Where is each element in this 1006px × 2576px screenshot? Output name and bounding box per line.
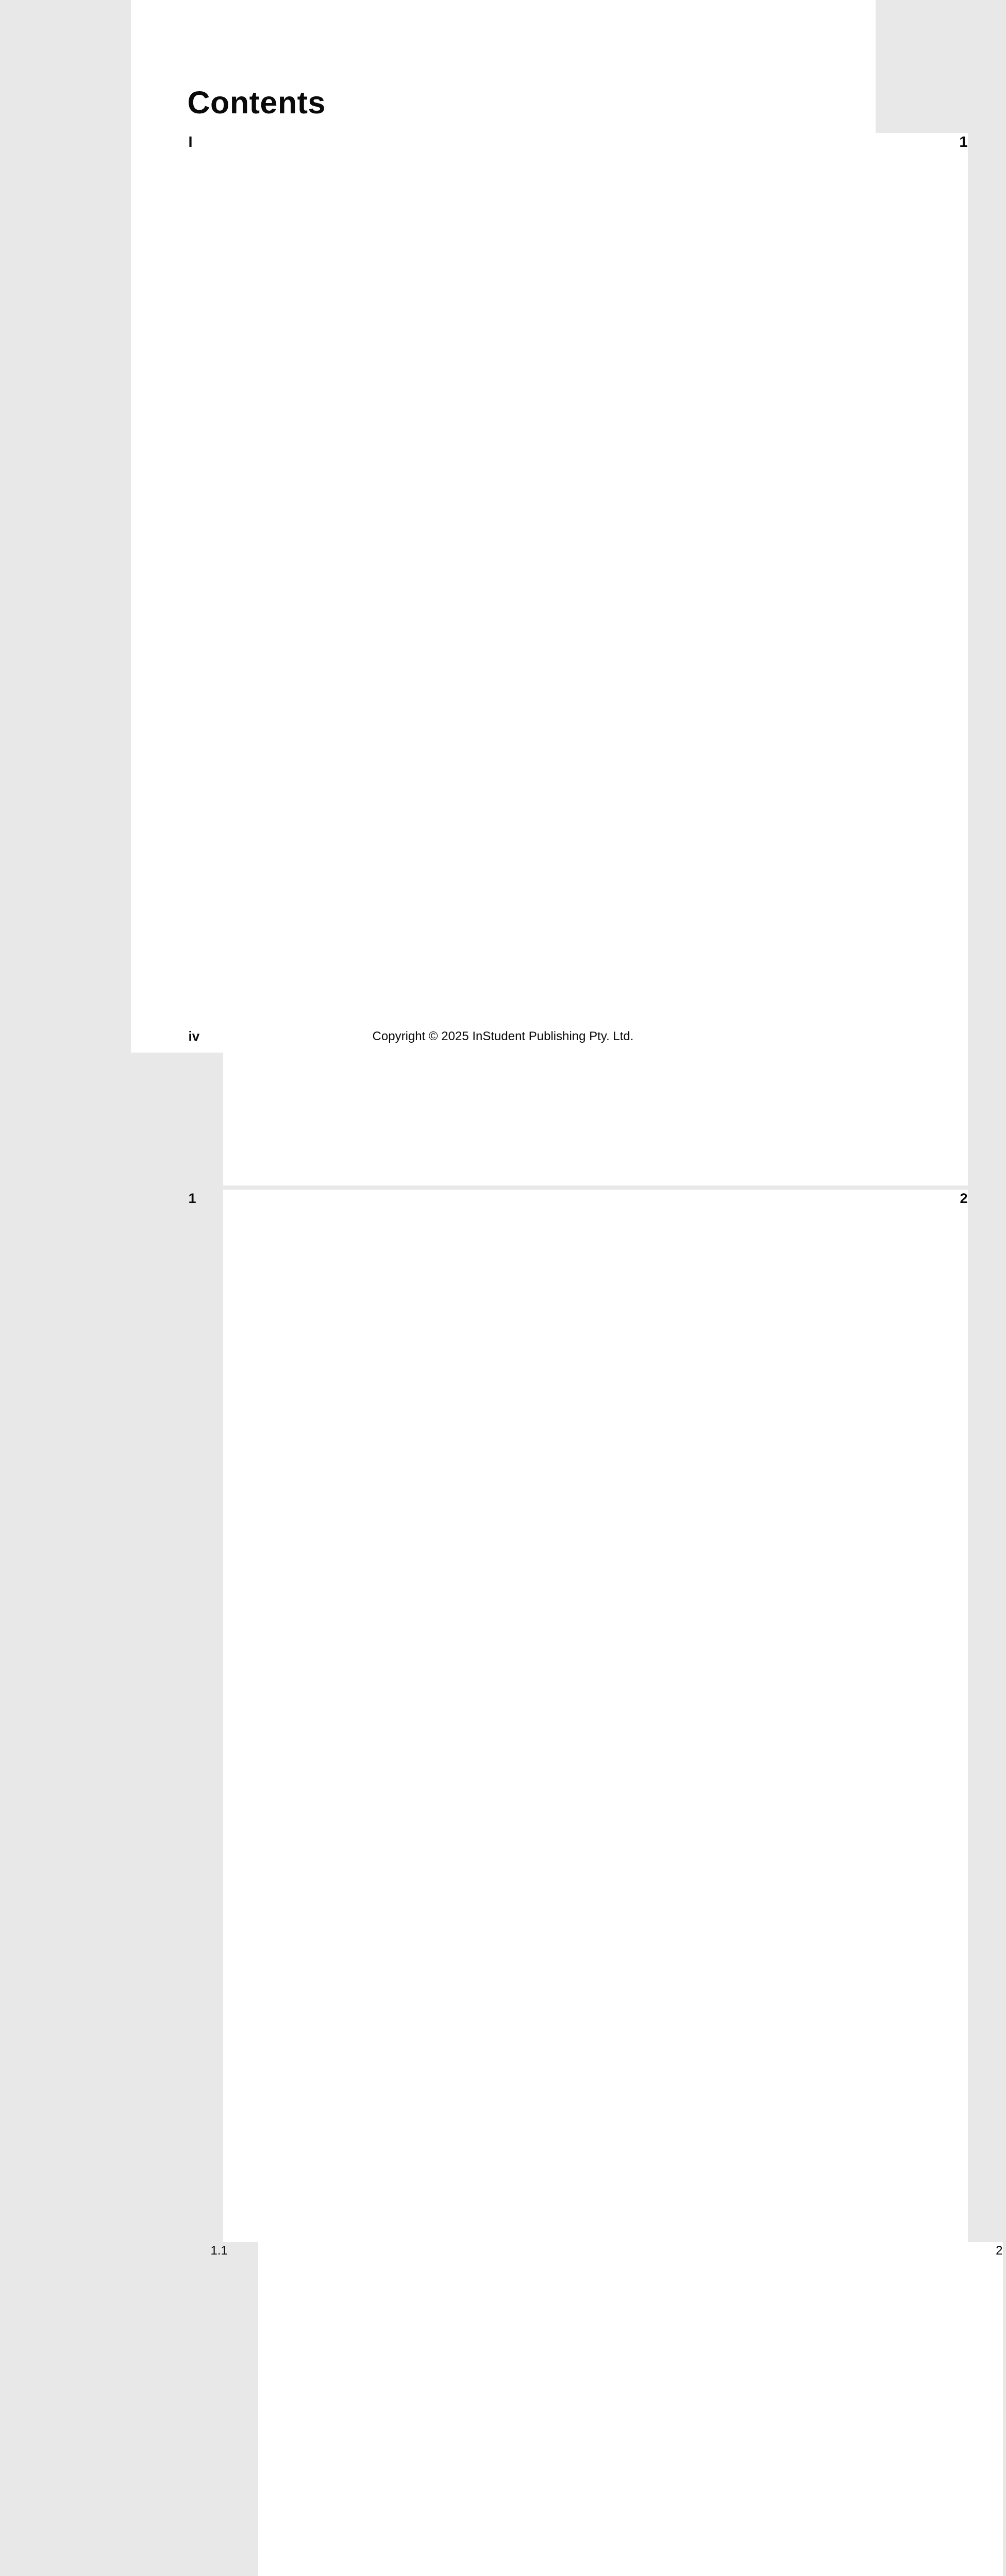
toc-entry-number: 1	[188, 1191, 196, 1206]
footer-copyright: Copyright © 2025 InStudent Publishing Pty. Ltd.	[372, 1029, 634, 1043]
document-page	[131, 0, 1003, 2258]
toc-list	[188, 133, 1003, 2576]
toc-entry-number: 1.1	[210, 2244, 228, 2258]
toc-entry-page: 2	[223, 1190, 968, 2242]
page-title: Contents	[187, 84, 326, 120]
toc-entry-page: 2	[258, 2242, 1003, 2576]
toc-entry-page: 1	[223, 133, 968, 1185]
toc-entry	[188, 133, 968, 1185]
toc-entry-number: I	[188, 134, 193, 150]
toc-entry	[188, 1190, 968, 2242]
footer-page-number: iv	[188, 1028, 200, 1044]
toc-entry	[189, 2242, 1003, 2576]
